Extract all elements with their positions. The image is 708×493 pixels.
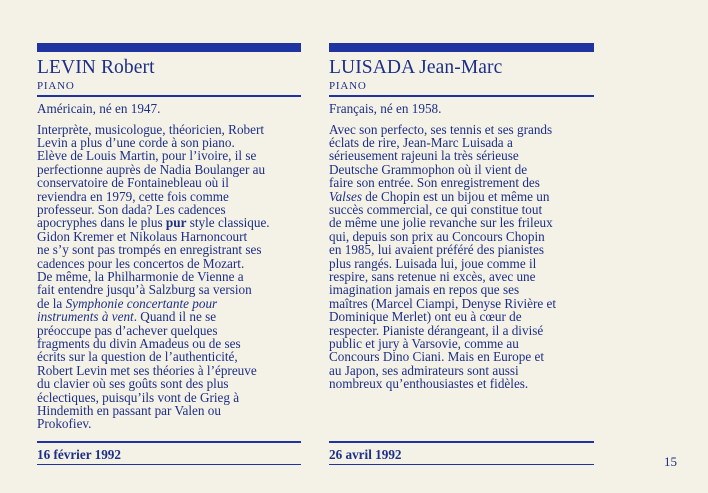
- top-bar: [37, 43, 301, 52]
- concert-date: 16 février 1992: [37, 446, 121, 462]
- artist-name: LUISADA Jean-Marc: [329, 57, 503, 78]
- top-bar: [329, 43, 594, 52]
- origin-line: Français, né en 1958.: [329, 100, 442, 116]
- divider: [329, 464, 594, 466]
- text-run: . Quand il ne se préoccupe pas d’achever quelques fragments du divin Amadeus ou de ses écrits sur la question de l’authenticité, Robert Levin met ses théories à l’épreuve du clavier où ses goûts sont des plus éclectiques, puisqu’ils vont de Grieg à Hindemith en passant par Valen ou Prokofiev.: [37, 309, 257, 432]
- concert-date: 26 avril 1992: [329, 446, 402, 462]
- instrument-label: PIANO: [37, 80, 75, 92]
- divider: [37, 464, 301, 466]
- bold-run: pur: [165, 215, 187, 231]
- right-footer: [329, 441, 594, 465]
- right-entry: [329, 43, 594, 391]
- divider: [329, 441, 594, 443]
- biography: [37, 123, 301, 431]
- biography: [329, 123, 594, 391]
- text-run: Interprète, musicologue, théoricien, Robert Levin a plus d’une corde à son piano. Elève de Louis Martin, pour l’ivoire, il se perfectionne auprès de Nadia Boulanger au conservatoire de Fontainebleau où il reviendra en 1979, cette fois comme professeur. Son dada? Les cadences apocryphes dans le plus: [37, 121, 266, 231]
- divider: [37, 95, 301, 97]
- origin-line: Américain, né en 1947.: [37, 100, 161, 116]
- instrument-label: PIANO: [329, 80, 367, 92]
- divider: [37, 441, 301, 443]
- italic-run: Valses: [329, 188, 362, 204]
- text-run: Avec son perfecto, ses tennis et ses grands éclats de rire, Jean-Marc Luisada a sérieusement rajeuni la très sérieuse Deutsche Grammophon où il vient de faire son entrée. Son enregistrement des: [329, 121, 553, 191]
- italic-run: Symphonie concertante pour instruments à vent: [37, 295, 218, 325]
- page-number: 15: [664, 454, 677, 469]
- divider: [329, 95, 594, 97]
- text-run: de Chopin est un bijou et même un succès commercial, ce qui constitue tout de même une jolie revanche sur les frileux qui, depuis son prix au Concours Chopin en 1985, lui avaient préféré des pianistes plus rangés. Luisada lui, joue comme il respire, sans retenue ni excès, avec une imagination jamais en repos que ses maîtres (Marcel Ciampi, Denyse Rivière et Dominique Merlet) ont eu à cœur de respecter. Pianiste dérangeant, il a divisé public et jury à Varsovie, comme au Concours Dino Ciani. Mais en Europe et au Japon, ses admirateurs sont aussi nombreux qu’enthousiastes et fidèles.: [329, 188, 557, 392]
- text-run: style classique. Gidon Kremer et Nikolaus Harnoncourt ne s’y sont pas trompés en enregistrant ses cadences pour les concertos de Mozart. De même, la Philharmonie de Vienne a fait entendre jusqu’à Salzburg sa version de la: [37, 215, 270, 311]
- left-footer: [37, 441, 301, 465]
- left-entry: [37, 43, 301, 431]
- artist-name: LEVIN Robert: [37, 57, 155, 78]
